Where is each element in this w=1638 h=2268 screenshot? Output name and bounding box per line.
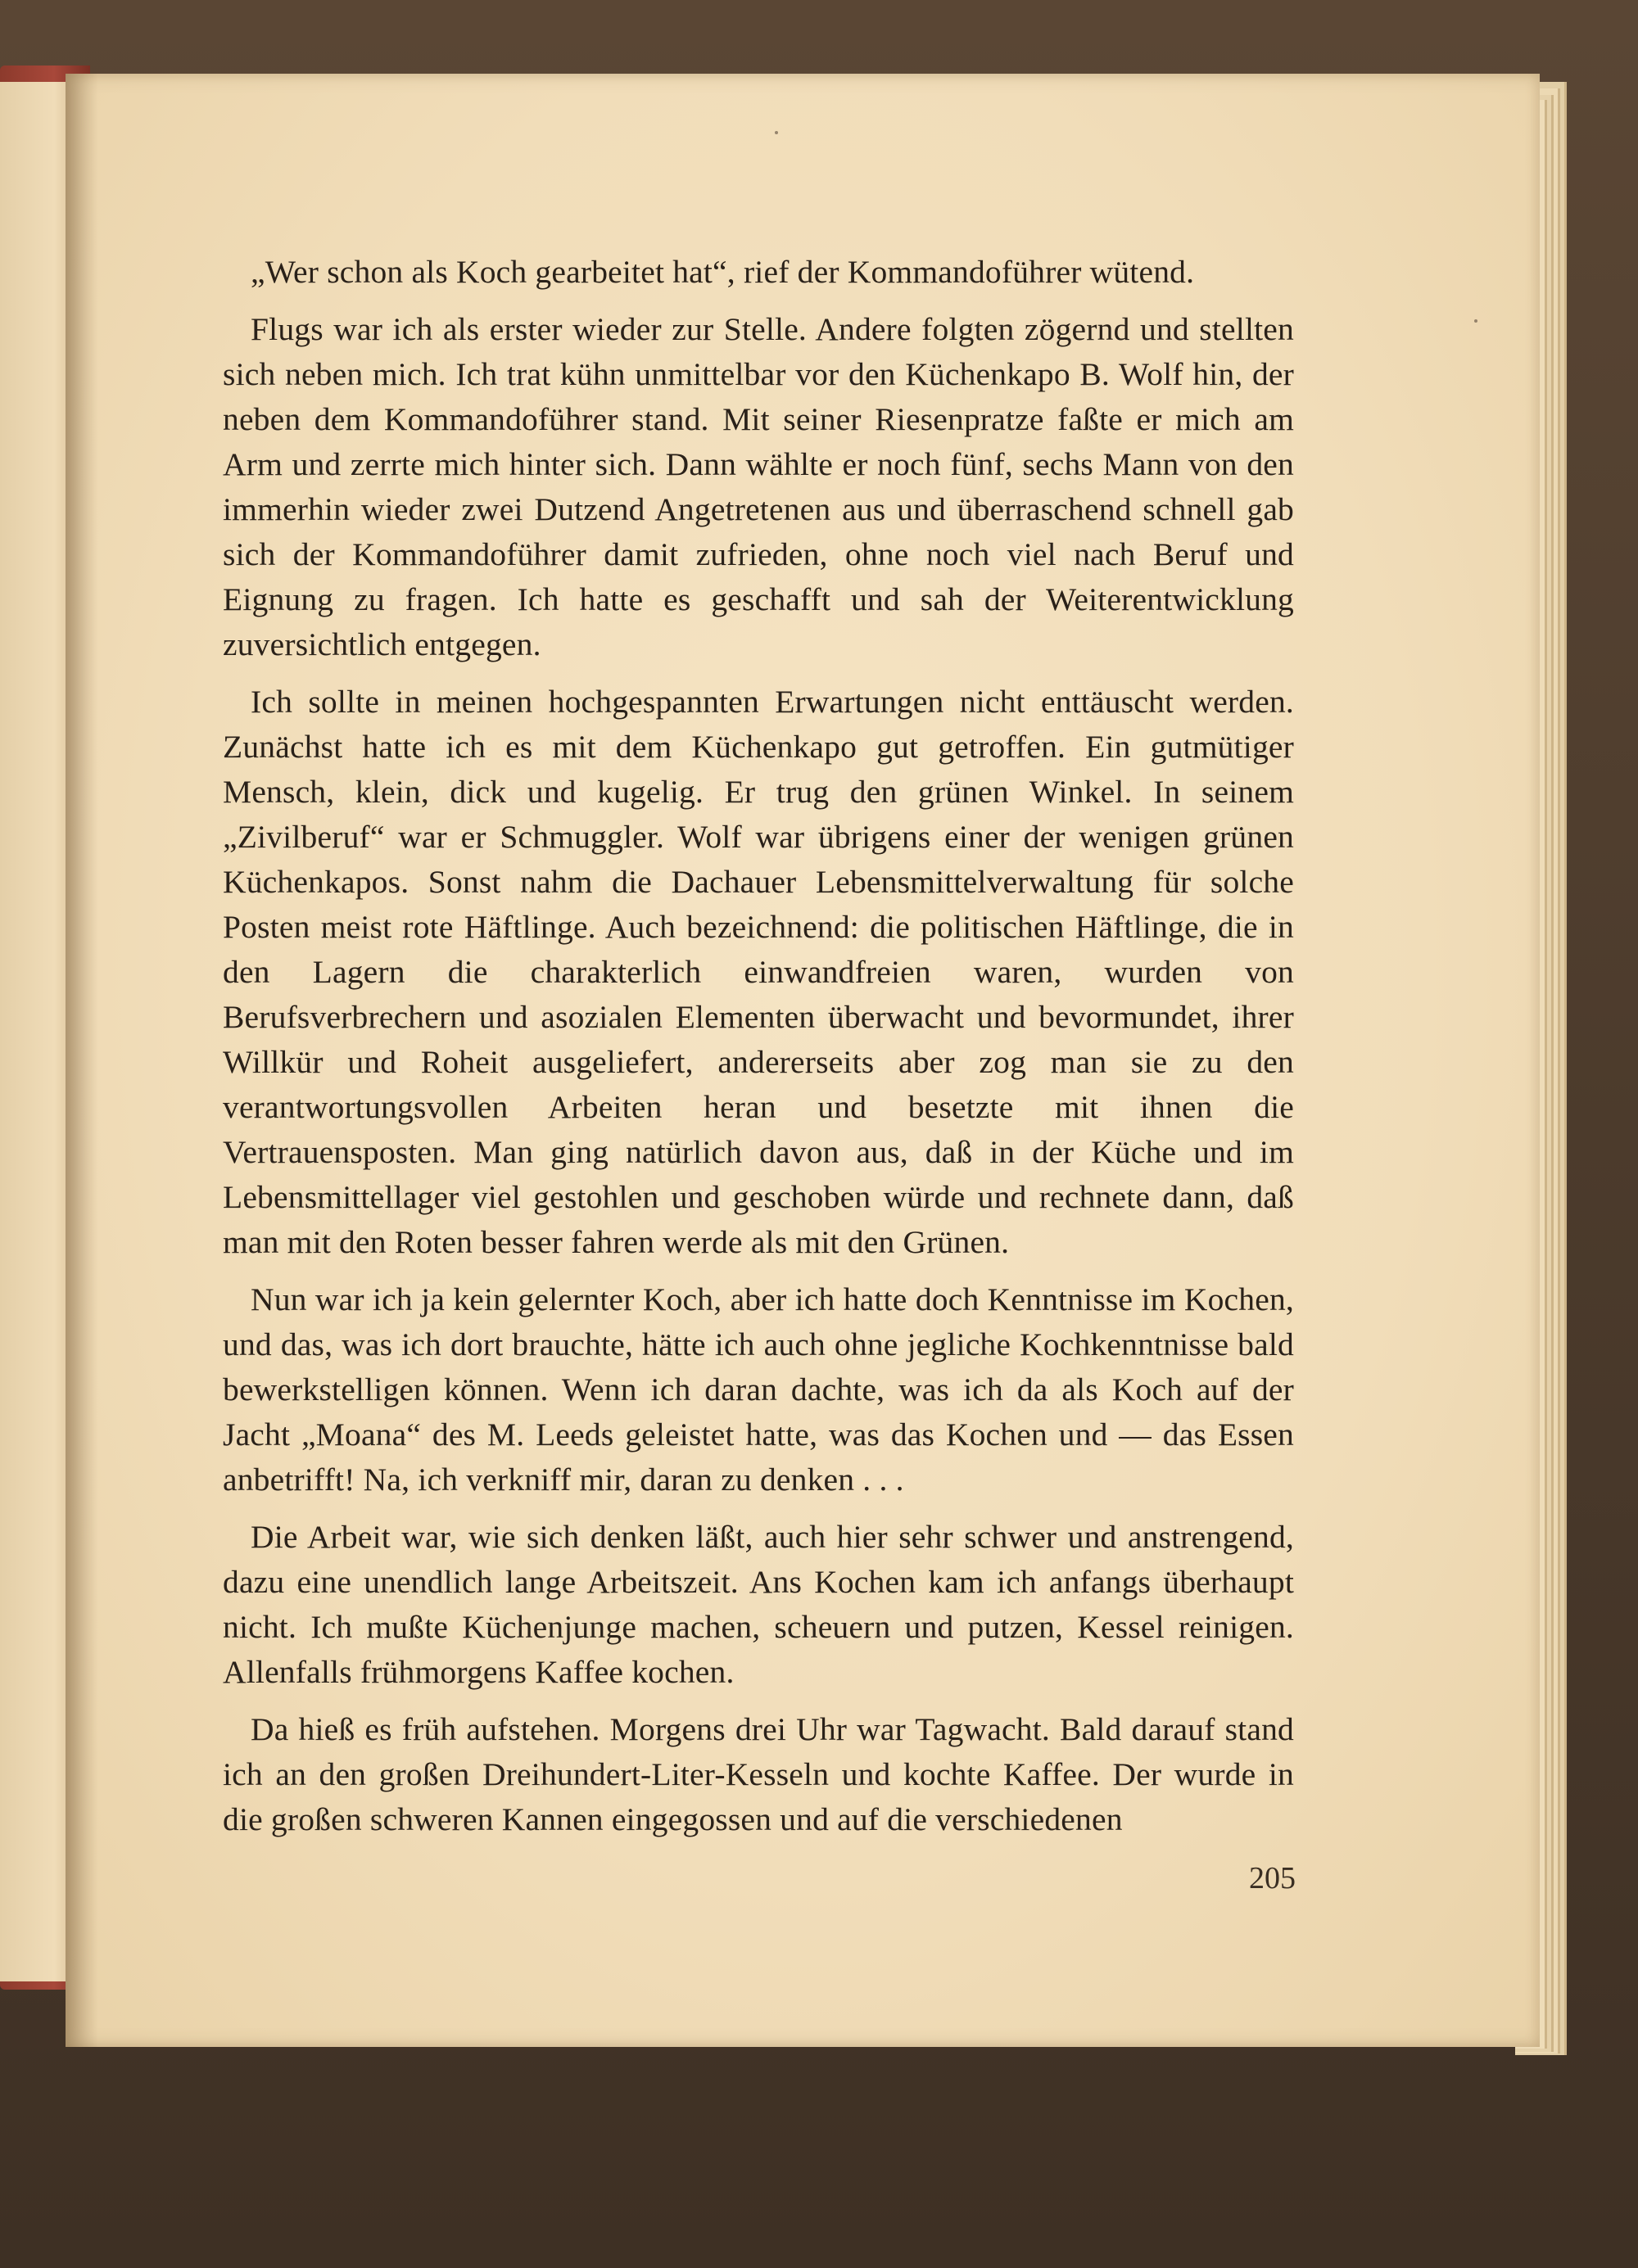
page-gutter-shadow — [66, 74, 98, 2047]
paragraph: Nun war ich ja kein gelernter Koch, aber ich hatte doch Kenntnisse im Kochen, und das, was ich dort brauchte, hätte ich auch ohne jegliche Kochkenntnisse bald bewerkstelligen können. Wenn ich daran dachte, was ich da als Koch auf der Jacht „Moana“ des M. Leeds geleistet hatte, was das Kochen und — das Essen anbetrifft! Na, ich verkniff mir, daran zu denken . . . — [223, 1281, 1294, 1498]
page-number: 205 — [1249, 1861, 1296, 1895]
paragraph: Ich sollte in meinen hochgespannten Erwartungen nicht enttäuscht werden. Zunächst hatte ich es mit dem Küchenkapo gut getroffen. Ein gutmütiger Mensch, klein, dick und kugelig. Er trug den grünen Winkel. In seinem „Zivilberuf“ war er Schmuggler. Wolf war übrigens einer der wenigen grünen Küchenkapos. Sonst nahm die Dachauer Lebensmittelverwaltung für solche Posten meist rote Häftlinge. Auch bezeichnend: die politischen Häftlinge, die in den Lagern die charakterlich einwandfreien waren, wurden von Berufsverbrechern und asozialen Elementen überwacht und bevormundet, ihrer Willkür und Roheit ausgeliefert, andererseits aber zog man sie zu den verantwortungsvollen Arbeiten heran und besetzte mit ihnen die Vertrauensposten. Man ging natürlich davon aus, daß in der Küche und im Lebensmittellager viel gestohlen und geschoben würde und rechnete dann, daß man mit den Roten besser fahren werde als mit den Grünen. — [223, 684, 1294, 1260]
paragraph: „Wer schon als Koch gearbeitet hat“, rief der Kommandoführer wütend. — [251, 254, 1195, 290]
paper-fleck — [1474, 319, 1477, 323]
paragraph: Die Arbeit war, wie sich denken läßt, auch hier sehr schwer und anstrengend, dazu eine unendlich lange Arbeitszeit. Ans Kochen kam ich anfangs überhaupt nicht. Ich mußte Küchenjunge machen, scheuern und putzen, Kessel reinigen. Allenfalls frühmorgens Kaffee kochen. — [223, 1519, 1294, 1690]
paragraph: Flugs war ich als erster wieder zur Stelle. Andere folgten zögernd und stellten sich neben mich. Ich trat kühn unmittelbar vor den Küchenkapo B. Wolf hin, der neben dem Kommandoführer stand. Mit seiner Riesenpratze faßte er mich am Arm und zerrte mich hinter sich. Dann wählte er noch fünf, sechs Mann von den immerhin wieder zwei Dutzend Angetretenen aus und überraschend schnell gab sich der Kommandoführer damit zufrieden, ohne noch viel nach Beruf und Eignung zu fragen. Ich hatte es geschafft und sah der Weiterentwicklung zuversichtlich entgegen. — [223, 311, 1294, 662]
paragraph: Da hieß es früh aufstehen. Morgens drei Uhr war Tagwacht. Bald darauf stand ich an den großen Dreihundert-Liter-Kesseln und kochte Kaffee. Der wurde in die großen schweren Kannen eingegossen und auf die verschiedenen — [223, 1711, 1294, 1837]
paper-fleck — [775, 131, 778, 134]
body-text — [223, 250, 1294, 1855]
